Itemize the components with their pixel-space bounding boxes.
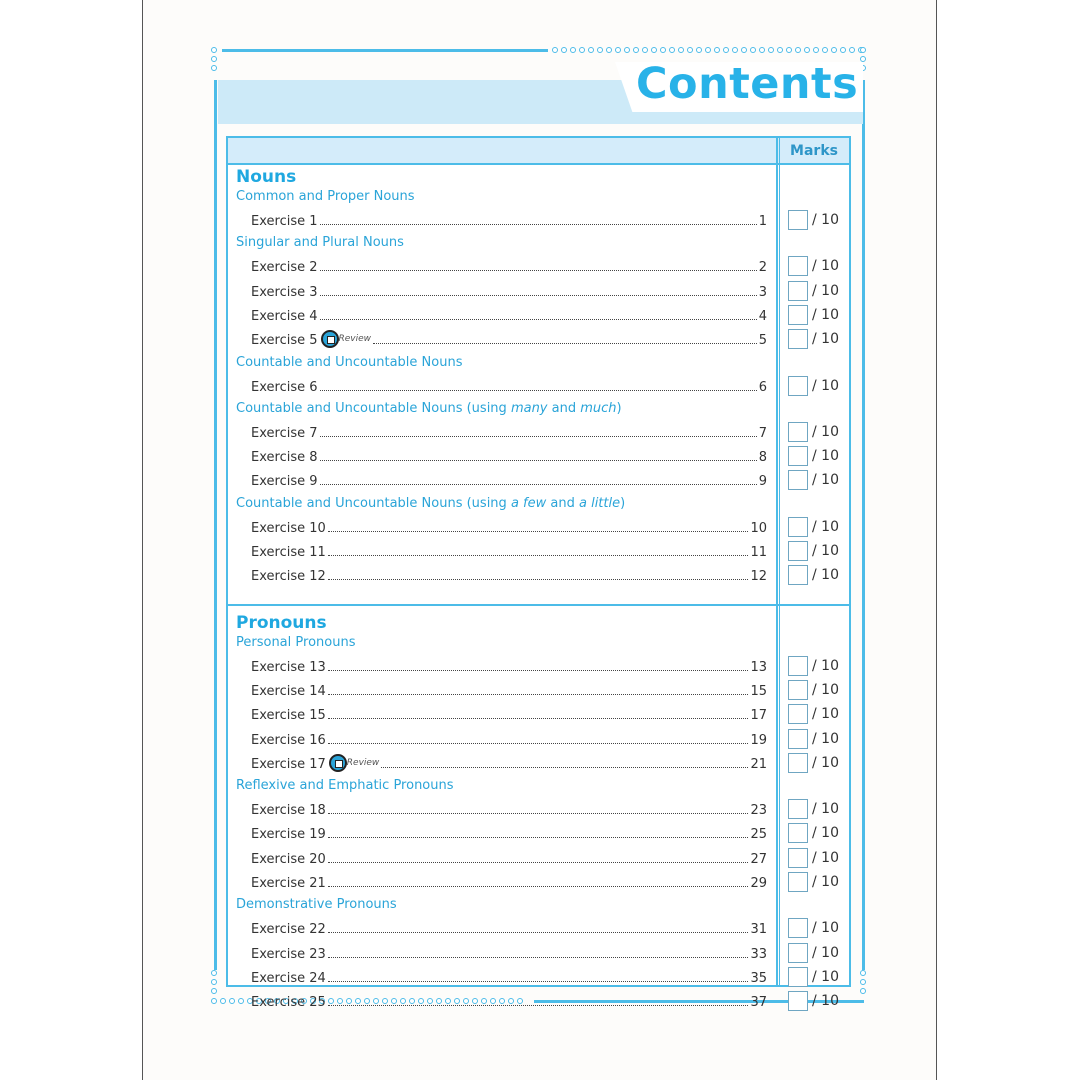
marks-input-box[interactable] bbox=[788, 943, 808, 963]
page-number: 2 bbox=[758, 260, 767, 276]
exercise-label: Exercise 10 bbox=[251, 520, 326, 536]
exercise-label: Exercise 3 bbox=[251, 284, 318, 300]
marks-total: / 10 bbox=[812, 754, 839, 771]
marks-cell bbox=[788, 942, 844, 964]
marks-input-box[interactable] bbox=[788, 823, 808, 843]
marks-total: / 10 bbox=[812, 543, 839, 559]
marks-input-box[interactable] bbox=[788, 446, 808, 466]
frame-dot bbox=[579, 47, 585, 53]
exercise-label: Exercise 11 bbox=[251, 545, 326, 560]
marks-input-box[interactable] bbox=[788, 967, 808, 987]
marks-input-box[interactable] bbox=[788, 210, 808, 230]
marks-cell bbox=[788, 516, 844, 538]
frame-right-line bbox=[862, 80, 865, 970]
frame-dot bbox=[678, 47, 684, 53]
frame-dot bbox=[570, 47, 576, 53]
marks-cell bbox=[788, 255, 844, 277]
frame-dot bbox=[211, 998, 217, 1004]
frame-dot bbox=[860, 988, 866, 994]
dot-leader bbox=[328, 693, 749, 695]
page-number: 3 bbox=[758, 284, 767, 300]
marks-total: / 10 bbox=[812, 849, 839, 866]
exercise-label: Exercise 1 bbox=[251, 214, 318, 229]
marks-cell bbox=[788, 871, 844, 893]
review-badge bbox=[321, 330, 372, 348]
marks-cell bbox=[788, 990, 844, 1012]
exercise-row bbox=[251, 919, 767, 937]
marks-total: / 10 bbox=[812, 212, 839, 228]
frame-right-bottom-dots bbox=[860, 970, 866, 994]
exercise-label: Exercise 23 bbox=[251, 946, 326, 962]
frame-dot bbox=[750, 47, 756, 53]
frame-left-line bbox=[214, 80, 217, 970]
dot-leader bbox=[328, 530, 749, 532]
marks-input-box[interactable] bbox=[788, 541, 808, 561]
marks-cell bbox=[788, 798, 844, 820]
dot-leader bbox=[320, 318, 757, 320]
marks-total: / 10 bbox=[812, 874, 839, 890]
frame-dot bbox=[633, 47, 639, 53]
exercise-row bbox=[251, 211, 767, 229]
section-title: Nouns bbox=[236, 167, 297, 187]
exercise-row bbox=[251, 330, 767, 348]
marks-cell bbox=[788, 304, 844, 326]
frame-dot bbox=[860, 47, 866, 53]
frame-dot bbox=[552, 47, 558, 53]
frame-dot bbox=[211, 47, 217, 53]
exercise-row bbox=[251, 800, 767, 818]
marks-input-box[interactable] bbox=[788, 729, 808, 749]
dot-leader bbox=[320, 294, 757, 296]
marks-input-box[interactable] bbox=[788, 565, 808, 585]
frame-top-dots bbox=[552, 47, 864, 53]
page-number: 9 bbox=[758, 474, 767, 490]
page-title: Contents bbox=[636, 59, 859, 109]
marks-input-box[interactable] bbox=[788, 305, 808, 325]
marks-input-box[interactable] bbox=[788, 329, 808, 349]
frame-dot bbox=[714, 47, 720, 53]
dot-leader bbox=[328, 812, 749, 814]
frame-dot bbox=[804, 47, 810, 53]
exercise-row bbox=[251, 423, 767, 441]
frame-dot bbox=[822, 47, 828, 53]
subsection-title: Common and Proper Nouns bbox=[236, 189, 415, 204]
marks-input-box[interactable] bbox=[788, 991, 808, 1011]
exercise-row bbox=[251, 657, 767, 675]
subsection-title: Countable and Uncountable Nouns (using a few and a little) bbox=[236, 495, 626, 511]
dot-leader bbox=[320, 459, 757, 461]
page-number: 12 bbox=[750, 569, 767, 585]
page-number: 19 bbox=[750, 732, 767, 748]
marks-total: / 10 bbox=[812, 920, 839, 937]
frame-left-bottom-dots bbox=[211, 970, 217, 994]
marks-total: / 10 bbox=[812, 944, 839, 961]
subsection-title: Singular and Plural Nouns bbox=[236, 235, 404, 251]
marks-total: / 10 bbox=[812, 306, 839, 323]
frame-dot bbox=[696, 47, 702, 53]
exercise-label: Exercise 7 bbox=[251, 425, 318, 441]
frame-dot bbox=[705, 47, 711, 53]
exercise-label: Exercise 22 bbox=[251, 922, 326, 938]
exercise-label: Exercise 18 bbox=[251, 803, 326, 819]
frame-dot bbox=[651, 47, 657, 53]
marks-total: / 10 bbox=[812, 282, 839, 299]
frame-dot bbox=[238, 998, 244, 1004]
frame-dot bbox=[642, 47, 648, 53]
frame-dot bbox=[732, 47, 738, 53]
exercise-row bbox=[251, 824, 767, 842]
dot-leader bbox=[328, 669, 749, 671]
dot-leader bbox=[328, 554, 749, 556]
dot-leader bbox=[328, 836, 749, 838]
table-header-row bbox=[228, 138, 849, 165]
frame-dot bbox=[624, 47, 630, 53]
page-number: 5 bbox=[758, 333, 767, 349]
subsection-title: Countable and Uncountable Nouns (using many and much) bbox=[236, 400, 622, 416]
marks-total: / 10 bbox=[812, 825, 839, 842]
frame-top-line bbox=[222, 49, 548, 52]
marks-input-box[interactable] bbox=[788, 470, 808, 490]
exercise-row bbox=[251, 542, 767, 560]
marks-input-box[interactable] bbox=[788, 872, 808, 892]
review-label: Review bbox=[338, 334, 372, 345]
frame-dot bbox=[840, 47, 846, 53]
subsection-title: Personal Pronouns bbox=[236, 634, 356, 650]
exercise-row bbox=[251, 754, 767, 772]
page-number: 31 bbox=[750, 922, 767, 938]
page-number: 37 bbox=[750, 995, 767, 1011]
frame-dot bbox=[860, 970, 866, 976]
exercise-row bbox=[251, 257, 767, 275]
exercise-row bbox=[251, 873, 767, 891]
marks-cell bbox=[788, 966, 844, 988]
exercise-label: Exercise 19 bbox=[251, 827, 326, 843]
dot-leader bbox=[328, 1004, 749, 1006]
frame-dot bbox=[220, 998, 226, 1004]
page-number: 8 bbox=[758, 450, 767, 466]
review-icon bbox=[321, 330, 339, 348]
exercise-label: Exercise 25 bbox=[251, 995, 326, 1011]
exercise-label: Exercise 14 bbox=[251, 683, 326, 699]
dot-leader bbox=[320, 269, 757, 271]
exercise-label: Exercise 4 bbox=[251, 308, 318, 324]
marks-cell bbox=[788, 328, 844, 350]
page-number: 33 bbox=[750, 946, 767, 962]
exercise-label: Exercise 16 bbox=[251, 732, 326, 748]
dot-leader bbox=[328, 742, 749, 744]
exercise-label: Exercise 12 bbox=[251, 569, 326, 585]
frame-dot bbox=[606, 47, 612, 53]
exercise-label: Exercise 13 bbox=[251, 659, 326, 675]
page-number: 23 bbox=[750, 803, 767, 819]
marks-cell bbox=[788, 752, 844, 774]
exercise-label: Exercise 9 bbox=[251, 474, 318, 490]
frame-dot bbox=[860, 56, 866, 62]
dot-leader bbox=[328, 861, 749, 863]
marks-total: / 10 bbox=[812, 567, 839, 584]
marks-input-box[interactable] bbox=[788, 376, 808, 396]
frame-dot bbox=[768, 47, 774, 53]
frame-dot bbox=[687, 47, 693, 53]
subsection-title: Demonstrative Pronouns bbox=[236, 897, 397, 913]
page-number: 15 bbox=[750, 683, 767, 699]
dot-leader bbox=[381, 766, 748, 768]
frame-dot bbox=[229, 998, 235, 1004]
marks-cell bbox=[788, 540, 844, 562]
exercise-row bbox=[251, 968, 767, 986]
dot-leader bbox=[320, 389, 757, 391]
dot-leader bbox=[328, 931, 749, 933]
marks-cell bbox=[788, 445, 844, 467]
marks-divider-left bbox=[776, 138, 778, 986]
marks-input-box[interactable] bbox=[788, 422, 808, 442]
page-number: 35 bbox=[750, 970, 767, 986]
marks-input-box[interactable] bbox=[788, 656, 808, 676]
marks-cell bbox=[788, 421, 844, 443]
marks-total: / 10 bbox=[812, 681, 839, 698]
marks-cell bbox=[788, 469, 844, 491]
frame-dot bbox=[615, 47, 621, 53]
frame-dot bbox=[211, 988, 217, 994]
exercise-row bbox=[251, 730, 767, 748]
marks-cell bbox=[788, 822, 844, 844]
frame-dot bbox=[561, 47, 567, 53]
marks-total: / 10 bbox=[812, 657, 839, 674]
exercise-row bbox=[251, 518, 767, 536]
page-number: 10 bbox=[750, 520, 767, 536]
exercise-row bbox=[251, 681, 767, 699]
marks-total: / 10 bbox=[812, 258, 839, 275]
exercise-row bbox=[251, 705, 767, 723]
frame-dot bbox=[759, 47, 765, 53]
marks-input-box[interactable] bbox=[788, 704, 808, 724]
exercise-row bbox=[251, 566, 767, 584]
marks-cell bbox=[788, 847, 844, 869]
marks-total: / 10 bbox=[812, 706, 839, 723]
dot-leader bbox=[328, 885, 749, 887]
page-number: 6 bbox=[758, 379, 767, 395]
frame-dot bbox=[813, 47, 819, 53]
dot-leader bbox=[328, 956, 749, 958]
marks-total: / 10 bbox=[812, 331, 839, 348]
frame-dot bbox=[660, 47, 666, 53]
frame-dot bbox=[669, 47, 675, 53]
dot-leader bbox=[328, 980, 749, 982]
frame-dot bbox=[831, 47, 837, 53]
marks-input-box[interactable] bbox=[788, 680, 808, 700]
subsection-title: Reflexive and Emphatic Pronouns bbox=[236, 778, 454, 794]
marks-total: / 10 bbox=[812, 377, 839, 394]
exercise-label: Exercise 8 bbox=[251, 450, 318, 466]
review-label: Review bbox=[346, 757, 380, 768]
section-title: Pronouns bbox=[236, 612, 327, 633]
frame-dot bbox=[786, 47, 792, 53]
marks-cell bbox=[788, 917, 844, 939]
exercise-label: Exercise 2 bbox=[251, 260, 318, 276]
review-icon bbox=[329, 754, 347, 772]
dot-leader bbox=[320, 483, 757, 485]
exercise-row bbox=[251, 377, 767, 395]
section-divider bbox=[228, 604, 849, 606]
marks-cell bbox=[788, 703, 844, 725]
marks-cell bbox=[788, 209, 844, 231]
page-number: 13 bbox=[750, 659, 767, 675]
exercise-row bbox=[251, 992, 767, 1010]
frame-dot bbox=[777, 47, 783, 53]
exercise-label: Exercise 20 bbox=[251, 851, 326, 867]
marks-input-box[interactable] bbox=[788, 918, 808, 938]
frame-dot bbox=[795, 47, 801, 53]
exercise-label: Exercise 21 bbox=[251, 876, 326, 891]
exercise-label: Exercise 6 bbox=[251, 379, 318, 395]
marks-input-box[interactable] bbox=[788, 799, 808, 819]
page-number: 17 bbox=[750, 708, 767, 724]
marks-total: / 10 bbox=[812, 423, 839, 440]
page-number: 4 bbox=[758, 308, 767, 324]
frame-dot bbox=[211, 56, 217, 62]
marks-cell bbox=[788, 564, 844, 586]
exercise-row bbox=[251, 471, 767, 489]
marks-total: / 10 bbox=[812, 801, 839, 818]
page-number: 21 bbox=[750, 756, 767, 772]
marks-input-box[interactable] bbox=[788, 281, 808, 301]
marks-total: / 10 bbox=[812, 730, 839, 747]
marks-cell bbox=[788, 728, 844, 750]
page-number: 11 bbox=[750, 545, 767, 560]
frame-dot bbox=[597, 47, 603, 53]
page-number: 25 bbox=[750, 827, 767, 843]
frame-dot bbox=[741, 47, 747, 53]
dot-leader bbox=[328, 578, 749, 580]
frame-dot bbox=[211, 970, 217, 976]
marks-total: / 10 bbox=[812, 968, 839, 985]
subsection-title: Countable and Uncountable Nouns bbox=[236, 354, 463, 370]
exercise-row bbox=[251, 306, 767, 324]
marks-cell bbox=[788, 679, 844, 701]
marks-total: / 10 bbox=[812, 448, 839, 465]
frame-dot bbox=[211, 65, 217, 71]
exercise-row bbox=[251, 944, 767, 962]
marks-cell bbox=[788, 375, 844, 397]
exercise-label: Exercise 24 bbox=[251, 970, 326, 986]
dot-leader bbox=[373, 342, 757, 344]
marks-column-header: Marks bbox=[790, 143, 838, 159]
marks-total: / 10 bbox=[812, 472, 839, 489]
frame-dot bbox=[588, 47, 594, 53]
frame-dot bbox=[860, 979, 866, 985]
marks-input-box[interactable] bbox=[788, 848, 808, 868]
page-number: 1 bbox=[758, 214, 767, 229]
dot-leader bbox=[328, 717, 749, 719]
marks-input-box[interactable] bbox=[788, 256, 808, 276]
marks-total: / 10 bbox=[812, 518, 839, 535]
frame-dot bbox=[211, 979, 217, 985]
exercise-label: Exercise 5 bbox=[251, 333, 318, 349]
dot-leader bbox=[320, 223, 757, 225]
page-number: 7 bbox=[758, 425, 767, 441]
exercise-label: Exercise 17 bbox=[251, 756, 326, 772]
marks-divider-right bbox=[779, 138, 780, 986]
exercise-row bbox=[251, 447, 767, 465]
frame-left-top-dots bbox=[211, 47, 217, 71]
marks-cell bbox=[788, 655, 844, 677]
marks-input-box[interactable] bbox=[788, 753, 808, 773]
page-number: 29 bbox=[750, 876, 767, 891]
exercise-label: Exercise 15 bbox=[251, 708, 326, 724]
marks-cell bbox=[788, 280, 844, 302]
dot-leader bbox=[320, 435, 757, 437]
marks-input-box[interactable] bbox=[788, 517, 808, 537]
exercise-row bbox=[251, 282, 767, 300]
review-badge bbox=[329, 754, 380, 772]
exercise-row bbox=[251, 849, 767, 867]
marks-total: / 10 bbox=[812, 993, 839, 1010]
frame-dot bbox=[849, 47, 855, 53]
page-number: 27 bbox=[750, 851, 767, 867]
frame-dot bbox=[723, 47, 729, 53]
